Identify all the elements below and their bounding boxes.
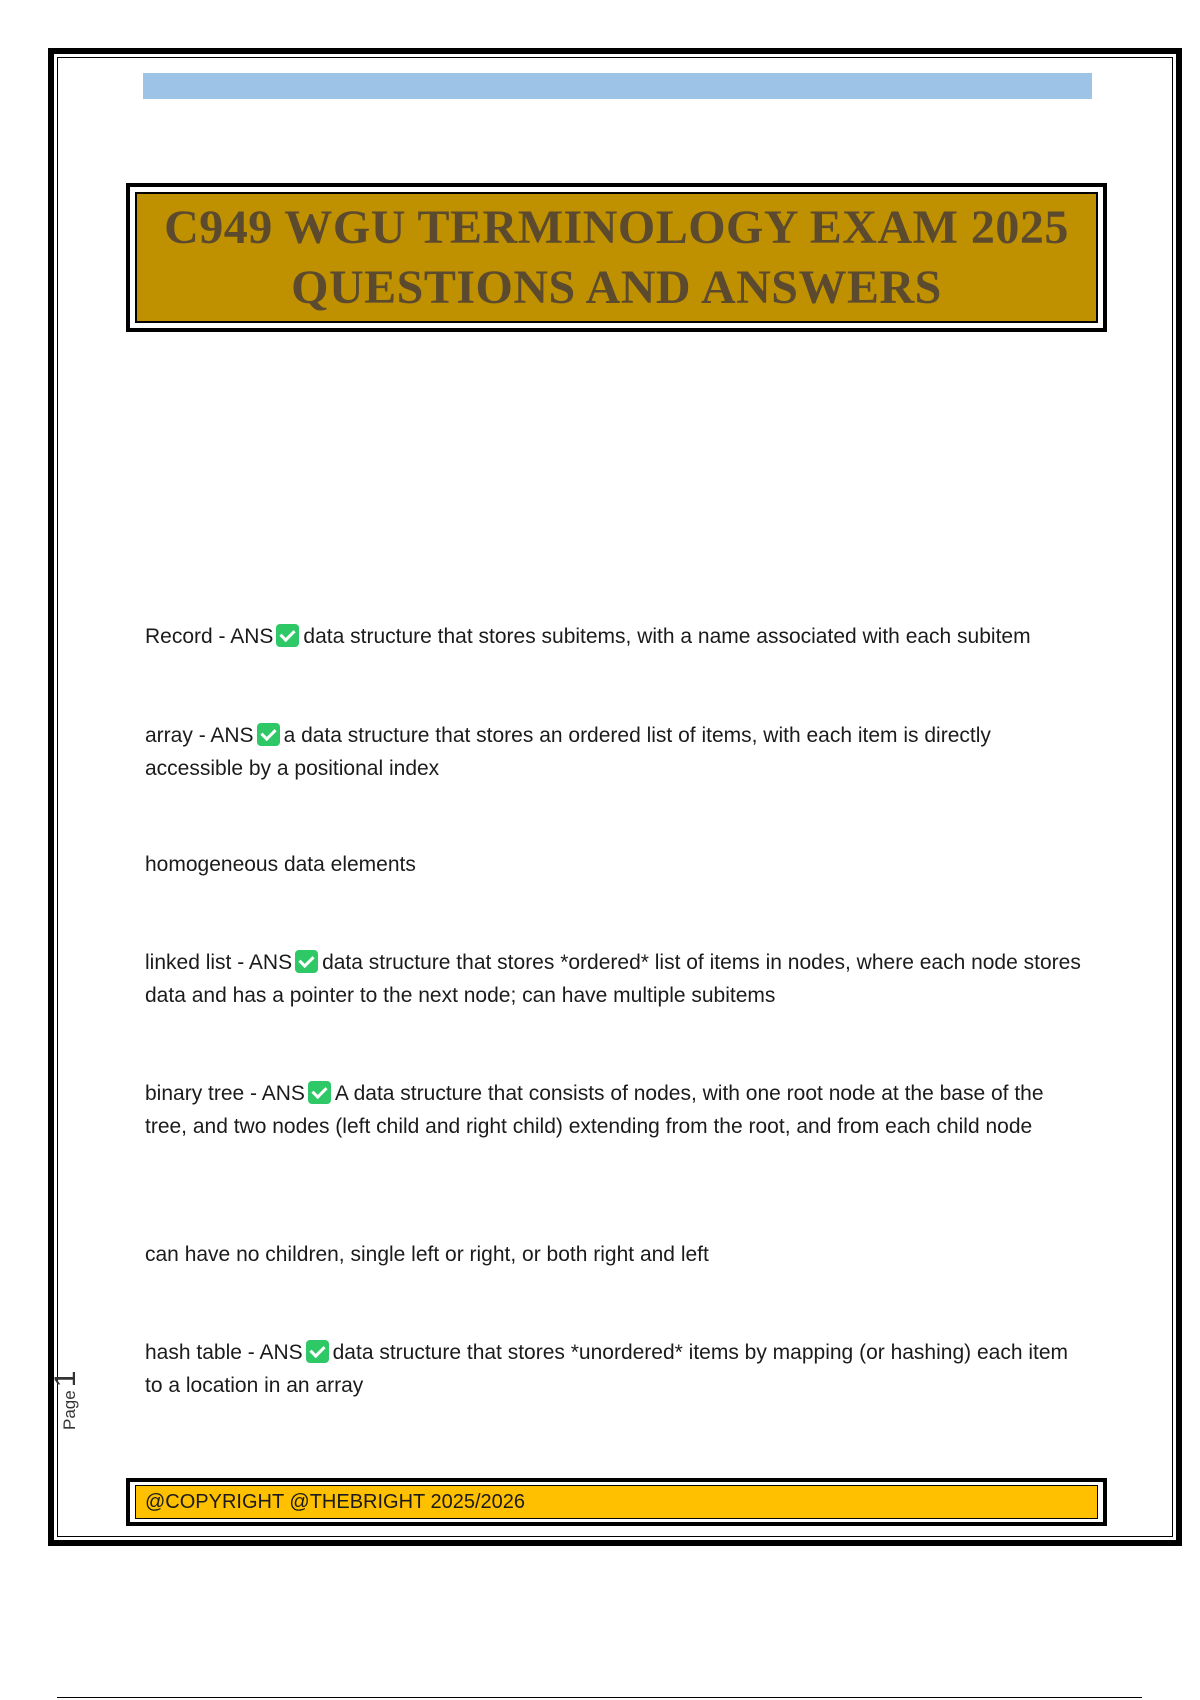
answer-marker: ANS [248,951,293,974]
footer-box [126,1478,1107,1526]
answer-marker: ANS [230,625,274,648]
footer-panel [135,1485,1098,1519]
entry-term: hash table [145,1341,242,1364]
entry-record: Record - ANS data structure that stores subitems, with a name associated with each subitem [145,625,1031,648]
copyright-text: @COPYRIGHT @THEBRIGHT 2025/2026 [145,1490,525,1513]
entry-note-array: homogeneous data elements [145,853,416,876]
entry-term: linked list [145,951,232,974]
page-number [49,1370,109,1430]
answer-marker: ANS [261,1082,305,1105]
title-box [126,183,1107,332]
check-icon [308,1081,331,1104]
answer-marker: ANS [259,1341,303,1364]
entry-hash-table: hash table - ANS data structure that stores *unordered* items by mapping (or hashing) each item to a location in an array [145,1341,1069,1397]
check-icon [276,624,299,647]
entry-definition: A data structure that consists of nodes, with one root node at the base of the tree, and two nodes (left child and right child) extending from the root, and from each child node [145,1082,1044,1138]
entry-definition: data structure that stores *unordered* items by mapping (or hashing) each item to a location in an array [145,1341,1069,1397]
entry-term: Record [145,625,213,648]
title-line-2: QUESTIONS AND ANSWERS [291,260,942,314]
check-icon [257,723,280,746]
check-icon [306,1340,329,1363]
page-label: Page [60,1390,79,1430]
entry-definition: data structure that stores *ordered* list of items in nodes, where each node stores data and has a pointer to the next node; can have multiple subitems [145,951,1081,1007]
bottom-rule [57,1697,1142,1698]
page-number-value: 1 [49,1370,82,1388]
entry-array: array - ANS a data structure that stores an ordered list of items, with each item is directly accessible by a positional index [145,724,991,780]
title-line-1: C949 WGU TERMINOLOGY EXAM 2025 [164,200,1069,254]
title-panel [135,192,1098,323]
check-icon [295,950,318,973]
answer-marker: ANS [210,724,254,747]
entry-definition: data structure that stores subitems, with a name associated with each subitem [303,625,1031,648]
entry-binary-tree: binary tree - ANS A data structure that consists of nodes, with one root node at the base of the tree, and two nodes (left child and right child) extending from the root, and from each child node [145,1082,1044,1138]
entry-definition: a data structure that stores an ordered list of items, with each item is directly accessible by a positional index [145,724,991,780]
entry-term: array [145,724,193,747]
entry-linked-list: linked list - ANS data structure that stores *ordered* list of items in nodes, where each node stores data and has a pointer to the next node; can have multiple subitems [145,951,1081,1007]
header-band [143,73,1092,99]
entry-term: binary tree [145,1082,245,1105]
entry-note-binary-tree: can have no children, single left or right, or both right and left [145,1243,709,1266]
